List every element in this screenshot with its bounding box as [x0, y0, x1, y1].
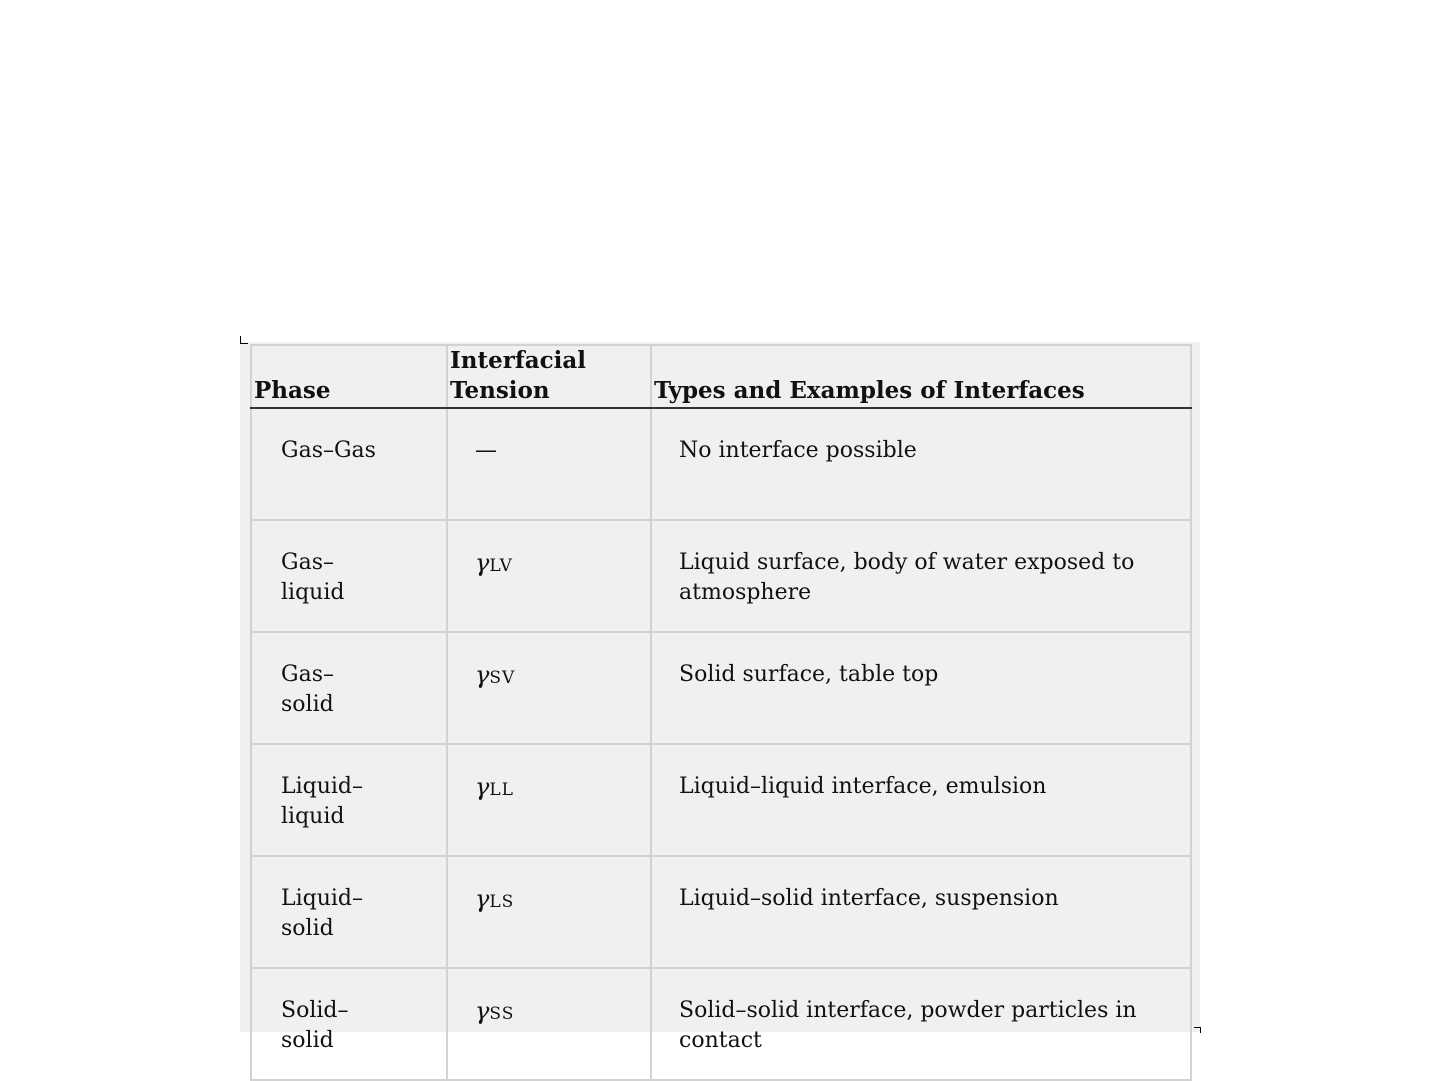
- tension-cell: [447, 856, 651, 968]
- selection-corner-bottom-right[interactable]: [1194, 1027, 1201, 1033]
- table-row: [251, 744, 1191, 856]
- types-cell: Liquid–solid interface, suspension: [651, 856, 1191, 968]
- gamma-symbol: γ: [475, 549, 490, 577]
- gamma-symbol: γ: [475, 885, 490, 913]
- gamma-symbol: γ: [475, 661, 490, 689]
- table-row: [251, 632, 1191, 744]
- phase-cell: Gas–liquid: [251, 520, 447, 632]
- gamma-subscript: LL: [489, 780, 514, 800]
- tension-cell: [447, 744, 651, 856]
- table-row: [251, 968, 1191, 1080]
- header-phase: Phase: [251, 345, 447, 408]
- gamma-subscript: LV: [489, 556, 513, 576]
- gamma-subscript: SS: [489, 1004, 515, 1024]
- tension-cell: [447, 520, 651, 632]
- interfacial-tension-table: [250, 344, 1192, 1081]
- gamma-subscript: SV: [489, 668, 516, 688]
- phase-cell: Liquid–solid: [251, 856, 447, 968]
- selection-corner-top-left[interactable]: [240, 336, 248, 344]
- header-types-examples: Types and Examples of Interfaces: [651, 345, 1191, 408]
- types-cell: Liquid surface, body of water exposed to atmosphere: [651, 520, 1191, 632]
- phase-cell: Gas–Gas: [251, 408, 447, 520]
- table-row: [251, 408, 1191, 520]
- header-interfacial-tension: [447, 345, 651, 408]
- no-tension-dash: —: [475, 438, 497, 463]
- table-row: [251, 520, 1191, 632]
- header-tension-line1: Interfacial: [450, 347, 587, 374]
- types-cell: Solid–solid interface, powder particles in contact: [651, 968, 1191, 1080]
- header-tension-line2: Tension: [450, 377, 550, 404]
- types-cell: Solid surface, table top: [651, 632, 1191, 744]
- phase-cell: Liquid–liquid: [251, 744, 447, 856]
- gamma-subscript: LS: [489, 892, 515, 912]
- types-cell: No interface possible: [651, 408, 1191, 520]
- header-row: [251, 345, 1191, 408]
- phase-cell: Solid–solid: [251, 968, 447, 1080]
- types-cell: Liquid–liquid interface, emulsion: [651, 744, 1191, 856]
- gamma-symbol: γ: [475, 997, 490, 1025]
- phase-cell: Gas–solid: [251, 632, 447, 744]
- tension-cell: [447, 408, 651, 520]
- tension-cell: [447, 968, 651, 1080]
- gamma-symbol: γ: [475, 773, 490, 801]
- table-row: [251, 856, 1191, 968]
- tension-cell: [447, 632, 651, 744]
